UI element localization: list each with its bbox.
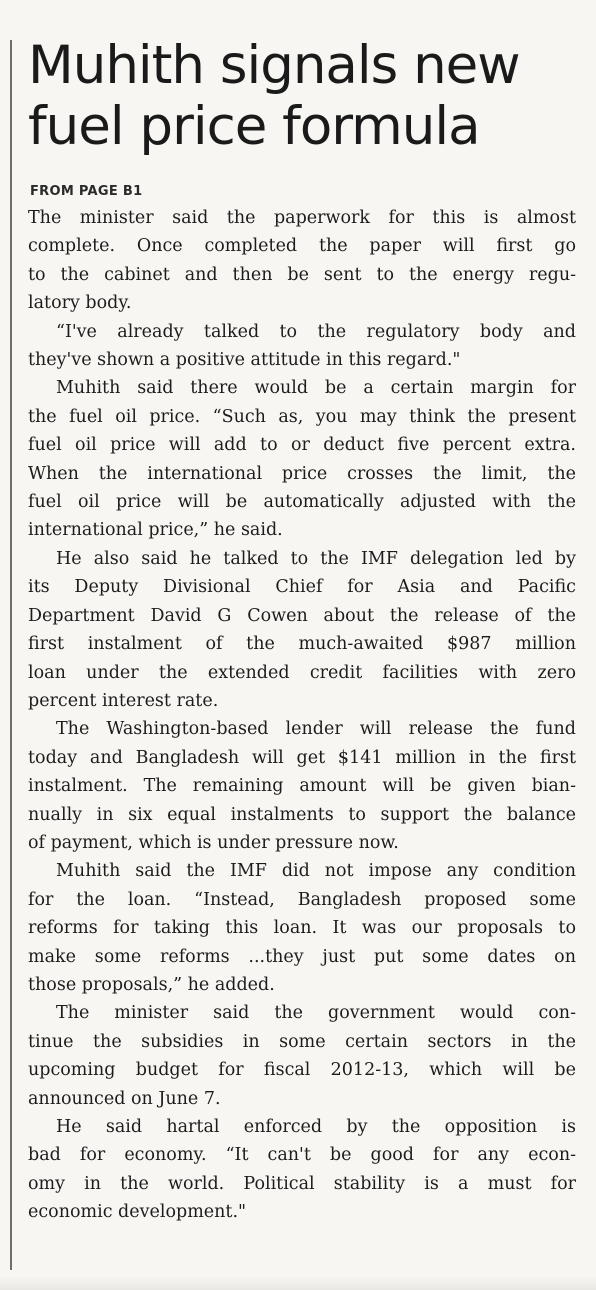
headline-line: Muhith signals new [28, 35, 520, 96]
article-line: omy in the world. Political stability is a must for [28, 1173, 576, 1194]
article-line: The minister said the paperwork for this is almost [28, 208, 576, 228]
article-line: The Washington-based lender will release the fund [56, 719, 576, 740]
article-line: today and Bangladesh will get $141 million in the first [28, 747, 576, 768]
article-paragraph [28, 204, 576, 318]
article-line: loan under the extended credit facilities with zero [28, 662, 576, 683]
article-line: Muhith said there would be a certain margin for [56, 378, 576, 399]
article-paragraph [28, 715, 576, 857]
article-line: He also said he talked to the IMF delegation led by [56, 548, 576, 569]
article-paragraph [28, 374, 576, 544]
article-line: bad for economy. “It can't be good for any econ- [28, 1145, 576, 1166]
article-paragraph [28, 999, 576, 1113]
headline [28, 36, 588, 158]
article-paragraph [28, 857, 576, 999]
article-line: those proposals,” he added. [28, 974, 275, 995]
article-line: fuel oil price will be automatically adjusted with the [28, 492, 576, 513]
article-line: its Deputy Divisional Chief for Asia and Pacific [28, 577, 576, 598]
article-line: Muhith said the IMF did not impose any condition [56, 861, 576, 882]
article-line: upcoming budget for fiscal 2012-13, which will be [28, 1060, 576, 1081]
page-edge [0, 1276, 596, 1290]
article-line: tinue the subsidies in some certain sectors in the [28, 1031, 576, 1052]
article-line: Department David G Cowen about the release of the [28, 605, 576, 626]
article-line: percent interest rate. [28, 690, 219, 711]
article-line: the fuel oil price. “Such as, you may think the present [28, 406, 576, 427]
article-line: When the international price crosses the limit, the [28, 463, 576, 484]
article-paragraph [28, 545, 576, 715]
article-line: economic development." [28, 1202, 247, 1223]
article-line: reforms for taking this loan. It was our proposals to [28, 918, 576, 939]
article-line: of payment, which is under pressure now. [28, 832, 399, 853]
article-paragraph [28, 1113, 576, 1227]
article-line: The minister said the government would con- [56, 1003, 576, 1024]
article-body [28, 204, 576, 1227]
article-line: international price,” he said. [28, 520, 283, 541]
article-line: complete. Once completed the paper will first go [28, 236, 576, 257]
continuation-kicker: FROM PAGE B1 [30, 184, 143, 199]
article-line: “I've already talked to the regulatory body and [56, 321, 576, 342]
article-line: first instalment of the much-awaited $987 million [28, 634, 576, 655]
article-line: latory body. [28, 293, 132, 314]
article-line: they've shown a positive attitude in this regard." [28, 350, 461, 371]
article-line: to the cabinet and then be sent to the energy regu- [28, 264, 576, 285]
article-line: make some reforms ...they just put some dates on [28, 946, 576, 967]
headline-line: fuel price formula [28, 95, 480, 157]
article-line: instalment. The remaining amount will be given bian- [28, 776, 576, 797]
article-paragraph [28, 318, 576, 375]
article-line: announced on June 7. [28, 1088, 221, 1109]
article-line: nually in six equal instalments to support the balance [28, 804, 576, 825]
article-line: fuel oil price will add to or deduct five percent extra. [28, 435, 576, 456]
article-line: He said hartal enforced by the opposition is [56, 1117, 576, 1137]
column-rule [10, 40, 12, 1270]
article-line: for the loan. “Instead, Bangladesh proposed some [28, 889, 576, 910]
